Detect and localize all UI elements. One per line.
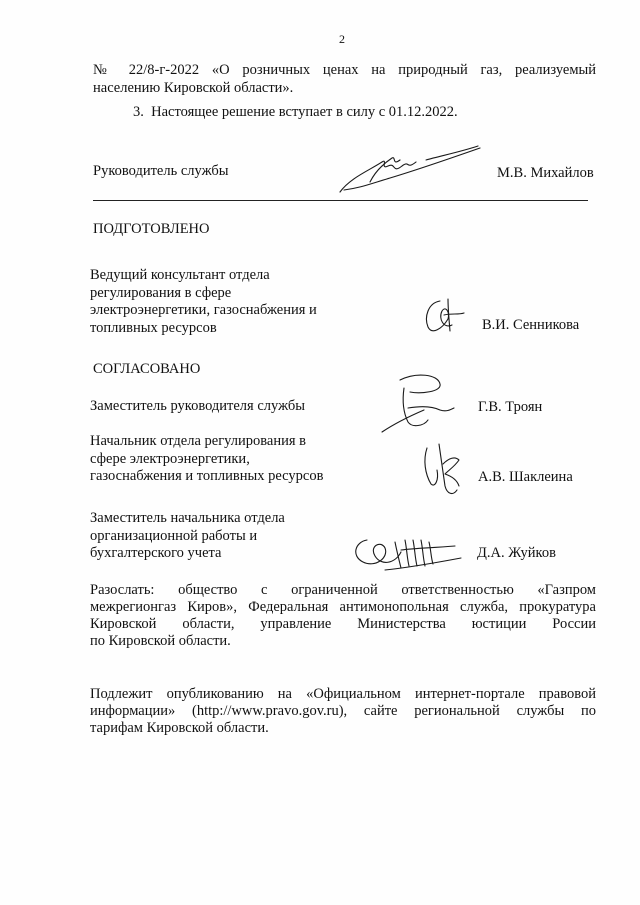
head-title: Руководитель службы xyxy=(93,163,229,179)
signer-1-signature-image xyxy=(380,370,460,440)
item-3-text: Настоящее решение вступает в силу с 01.12.2022. xyxy=(151,104,458,120)
signer-1-name: Г.В. Троян xyxy=(478,399,543,415)
distribution-line: межрегионгаз Киров», Федеральная антимонопольная служба, прокуратура xyxy=(90,599,596,615)
signer-position-line: Начальник отдела регулирования в xyxy=(90,433,307,449)
publication-line: тарифам Кировской области. xyxy=(90,720,269,736)
signer-2-position xyxy=(90,433,323,486)
head-signature-image xyxy=(330,140,490,200)
page-number: 2 xyxy=(339,32,345,46)
prepared-position xyxy=(90,267,317,337)
signer-3-name: Д.А. Жуйков xyxy=(477,545,556,561)
continuation-paragraph xyxy=(93,62,596,97)
item-3 xyxy=(133,104,458,121)
signer-position-line: бухгалтерского учета xyxy=(90,545,222,561)
signer-2-signature-image xyxy=(415,440,465,500)
signature-divider xyxy=(93,200,588,201)
prepared-position-line: Ведущий консультант отдела xyxy=(90,267,270,283)
item-3-number: 3. xyxy=(133,104,144,120)
publication-line: информации» (http://www.pravo.gov.ru), сайте региональной службы по xyxy=(90,703,596,719)
signer-position-line: Заместитель начальника отдела xyxy=(90,510,285,526)
agreed-heading: СОГЛАСОВАНО xyxy=(93,361,201,377)
prepared-name: В.И. Сенникова xyxy=(482,317,580,333)
prepared-signature-image xyxy=(418,295,468,337)
continuation-line-2: населению Кировской области». xyxy=(93,80,294,96)
prepared-position-line: регулирования в сфере xyxy=(90,284,232,301)
signer-3-signature-image xyxy=(345,528,465,578)
head-name: М.В. Михайлов xyxy=(497,165,594,181)
publication-line: Подлежит опубликованию на «Официальном интернет-портале правовой xyxy=(90,686,596,702)
prepared-heading: ПОДГОТОВЛЕНО xyxy=(93,221,210,237)
signer-position-line: организационной работы и xyxy=(90,527,258,544)
signer-position-line: сфере электроэнергетики, xyxy=(90,450,250,467)
distribution-line: по Кировской области. xyxy=(90,633,231,649)
prepared-position-line: топливных ресурсов xyxy=(90,319,217,336)
signer-position-line: Заместитель руководителя службы xyxy=(90,398,306,414)
continuation-line-1: № 22/8-г-2022 «О розничных ценах на природный газ, реализуемый xyxy=(93,62,596,78)
prepared-position-line: электроэнергетики, газоснабжения и xyxy=(90,302,317,318)
publication-paragraph xyxy=(90,686,596,737)
signer-2-name: А.В. Шаклеина xyxy=(478,469,573,485)
distribution-paragraph xyxy=(90,582,596,650)
signer-1-position xyxy=(90,398,305,415)
distribution-line: Кировской области, управление Министерства юстиции России xyxy=(90,616,596,632)
signer-position-line: газоснабжения и топливных ресурсов xyxy=(90,468,324,484)
distribution-line: Разослать: общество с ограниченной ответственностью «Газпром xyxy=(90,582,596,598)
signer-3-position xyxy=(90,510,285,563)
